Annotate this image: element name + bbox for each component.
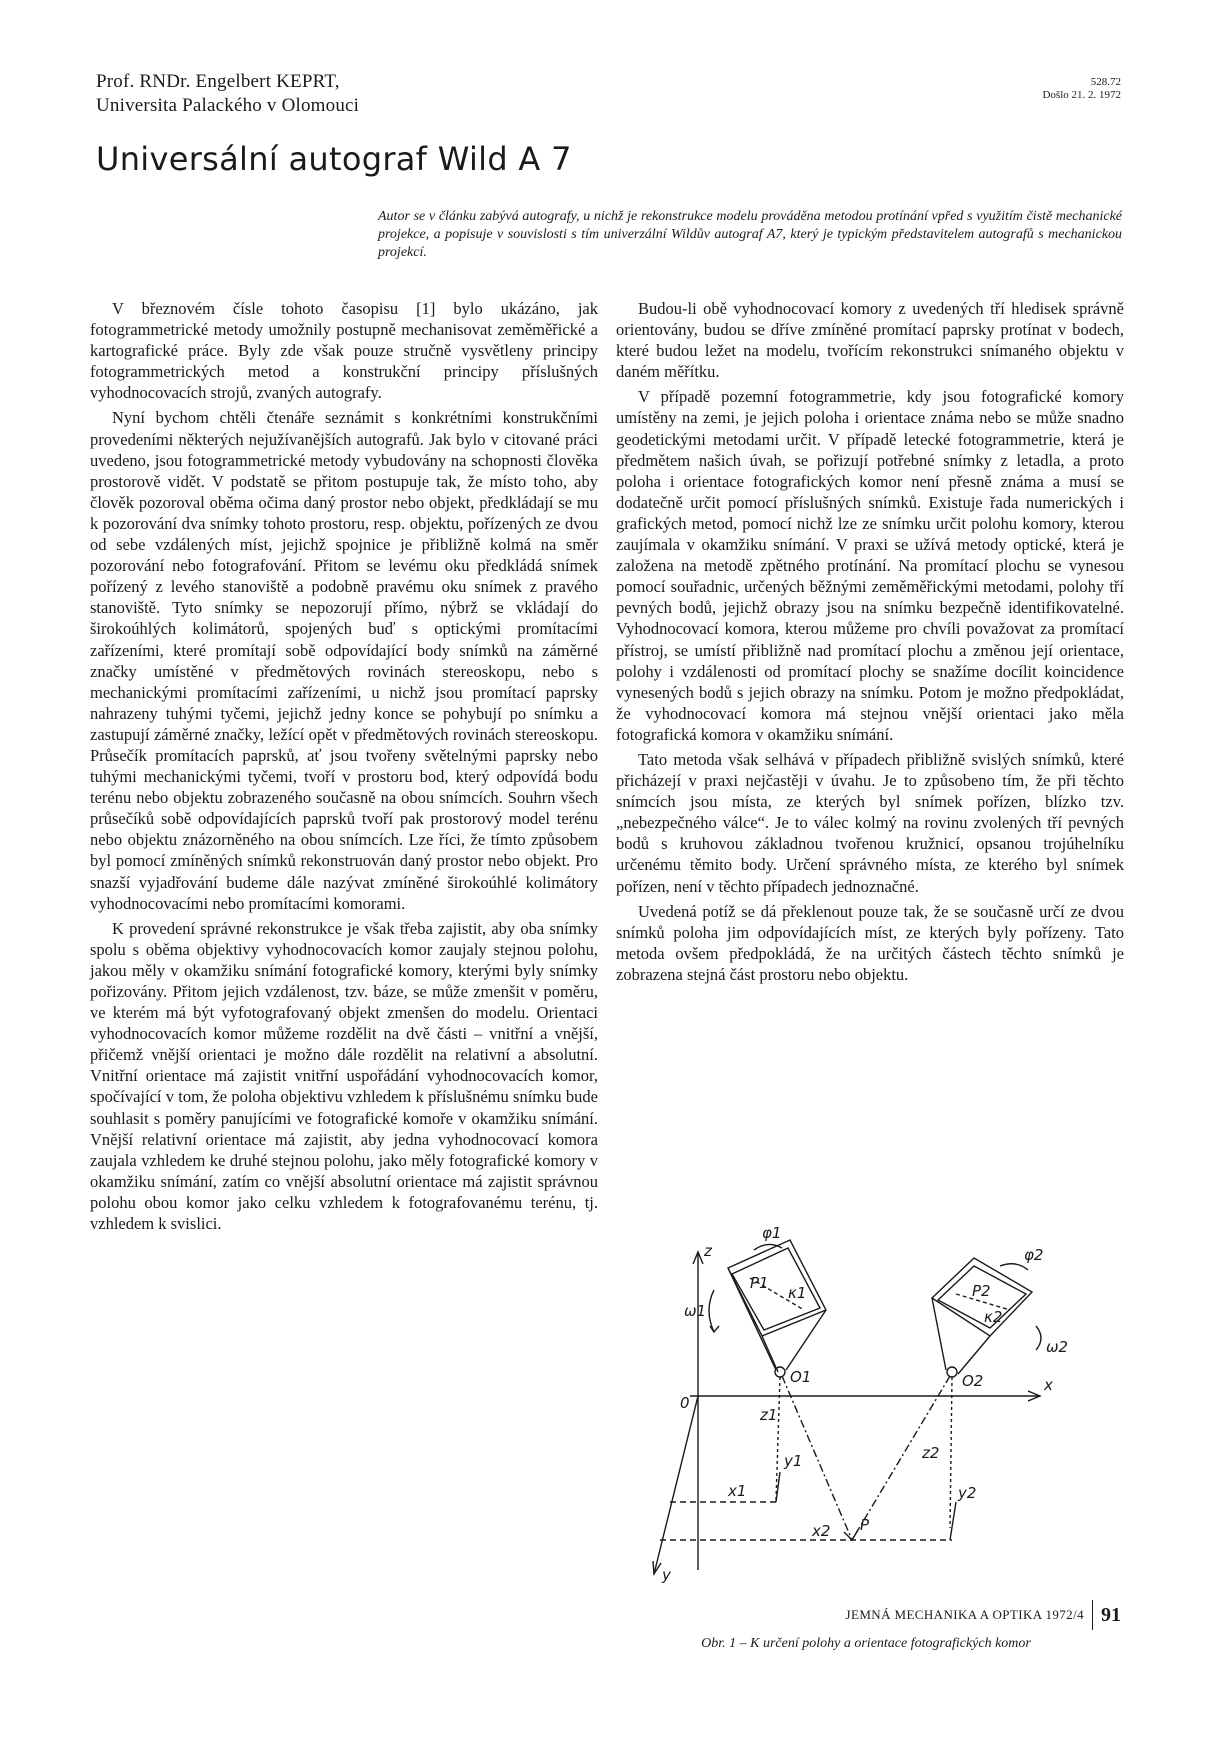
omega1-rotation-arrow bbox=[709, 1290, 714, 1332]
right-column bbox=[616, 298, 1124, 989]
paragraph: Uvedená potíž se dá překlenout pouze tak, že se současně určí ze dvou snímků poloha jim odpovídajících míst, ze kterých byly pořízeny. Tato metoda ovšem předpokládá, že na určitých částech těchto snímků je zobrazena stejná část prostoru nebo objektu. bbox=[616, 901, 1124, 984]
received-date: Došlo 21. 2. 1972 bbox=[1042, 89, 1121, 101]
figure-caption: Obr. 1 – K určení polohy a orientace fotografických komor bbox=[701, 1636, 1031, 1651]
label-O1: O1 bbox=[790, 1368, 812, 1386]
footer-divider bbox=[1092, 1600, 1093, 1630]
label-phi2: φ2 bbox=[1024, 1246, 1044, 1264]
z2-vertical bbox=[950, 1377, 952, 1528]
label-z: z bbox=[704, 1242, 712, 1260]
label-omega1: ω1 bbox=[684, 1302, 707, 1320]
left-photo-plate bbox=[728, 1240, 826, 1336]
label-O2: O2 bbox=[962, 1372, 984, 1390]
label-kappa1: κ1 bbox=[788, 1284, 807, 1302]
label-omega2: ω2 bbox=[1046, 1338, 1069, 1356]
label-x1: x1 bbox=[728, 1482, 747, 1500]
left-lens-O1 bbox=[775, 1367, 785, 1377]
label-P2: P2 bbox=[972, 1282, 991, 1300]
label-P: P bbox=[860, 1516, 870, 1534]
left-column bbox=[90, 298, 598, 1238]
y-axis bbox=[654, 1396, 698, 1574]
right-lens-O2 bbox=[947, 1367, 957, 1377]
right-cone-line bbox=[932, 1298, 946, 1370]
classification-block bbox=[1042, 76, 1121, 102]
article-title: Universální autograf Wild A 7 bbox=[96, 140, 572, 178]
figure-camera-orientation bbox=[640, 1224, 1110, 1700]
label-z1: z1 bbox=[760, 1406, 778, 1424]
label-y: y bbox=[662, 1566, 671, 1584]
label-x2: x2 bbox=[812, 1522, 831, 1540]
page-number: 91 bbox=[1101, 1603, 1121, 1626]
author-name: Prof. RNDr. Engelbert KEPRT, bbox=[96, 71, 340, 92]
label-origin: 0 bbox=[680, 1394, 690, 1412]
paragraph: K provedení správné rekonstrukce je však třeba zajistit, aby oba snímky spolu s oběma objektivy vyhodnocovacích komor zaujaly stejnou polohu, jakou měly v okamžiku snímání fotografické komory, kterými byly snímky pořizovány. Přitom jejich vzdálenost, tzv. báze, se může zmenšit v poměru, ve kterém má být vyfotografovaný objekt zmenšen do modelu. Orientaci vyhodnocovacích komor můžeme rozdělit na dvě části – vnitřní a vnější, přičemž vnější orientaci je možno dále rozdělit na relativní a absolutní. Vnitřní orientace má zajistit vnitřní uspořádání vyhodnocovacích komor, spočívající v tom, že poloha objektivu vzhledem k příslušnému snímku bude souhlasit s poměry panujícími ve fotografické komoře v okamžiku snímání. Vnější relativní orientace má zajistit, aby jedna vyhodnocovací komora zaujala vzhledem ke druhé stejnou polohu, jako měly fotografické komory v okamžiku snímání, zatím co vnější absolutní orientace má zajistit správnou polohu obou komor jako celku vzhledem k fotografovanému terénu, tj. vzhledem k svislici. bbox=[90, 918, 598, 1234]
phi2-rotation-arrow bbox=[1000, 1264, 1028, 1270]
right-cone-line bbox=[958, 1336, 990, 1374]
phi1-rotation-arrow bbox=[754, 1244, 782, 1250]
point-P-marker bbox=[844, 1530, 858, 1540]
label-phi1: φ1 bbox=[762, 1224, 782, 1242]
label-y1: y1 bbox=[784, 1452, 803, 1470]
udc-code: 528.72 bbox=[1090, 76, 1121, 88]
paragraph: Tato metoda však selhává v případech přibližně svislých snímků, které přicházejí v praxi nejčastěji v úvahu. Je to způsobeno tím, že při těchto snímcích jsou místa, ze kterých byl snímek pořízen, blízko tzv. „nebezpečného válce“. Je to válec kolmý na rovinu zvolených tří pevných bodů s kruhovou základnou tvořenou kružnicí, opsanou trojúhelníku určenému těmito body. Určení správného místa, ze kterého byl snímek pořízen, není v těchto případech jednoznačné. bbox=[616, 749, 1124, 896]
label-kappa2: κ2 bbox=[984, 1308, 1003, 1326]
author-block bbox=[96, 70, 359, 118]
label-z2: z2 bbox=[922, 1444, 940, 1462]
label-y2: y2 bbox=[958, 1484, 977, 1502]
left-cone-line bbox=[762, 1336, 778, 1372]
label-P1: P1 bbox=[750, 1274, 769, 1292]
abstract: Autor se v článku zabývá autografy, u nichž je rekonstrukce modelu prováděna metodou protínání vpřed s využitím čistě mechanické projekce, a popisuje v souvislosti s tím univerzální Wildův autograf A7, který je typickým představitelem autografů s mechanickou projekcí. bbox=[378, 209, 1122, 260]
omega2-rotation-arrow bbox=[1036, 1326, 1041, 1350]
journal-name: JEMNÁ MECHANIKA A OPTIKA 1972/4 bbox=[845, 1607, 1084, 1622]
paragraph: Budou-li obě vyhodnocovací komory z uvedených tří hledisek správně orientovány, budou se dříve zmíněné promítací paprsky protínat v bodech, které budou ležet na modelu, tvořícím rekonstrukci snímaného objektu v daném měřítku. bbox=[616, 299, 1124, 382]
label-x: x bbox=[1044, 1376, 1053, 1394]
page-footer bbox=[846, 1600, 1121, 1630]
paragraph: Nyní bychom chtěli čtenáře seznámit s konkrétními konstrukčními provedeními některých nejužívanějších autografů. Jak bylo v citované práci uvedeno, jsou fotogrammetrické metody vybudovány na schopnosti člověka prostorově vidět. V podstatě se přitom postupuje tak, že místo toho, aby člověk pozoroval oběma očima daný prostor nebo objekt, předkládají se mu k pozorování dva snímky tohoto prostoru, resp. objektu, pořízených ze dvou od sebe vzdálených míst, jejichž spojnice je přibližně kolmá na směr pozorování nebo fotografování. Přitom se levému oku předkládá snímek pořízený z levého stanoviště a podobně pravému oku snímek z pravého stanoviště. Tyto snímky se nepozorují přímo, nýbrž se vkládají do širokoúhlých kolimátorů, spojených buď s optickými promítacími zařízeními, které promítají sobě odpovídající body snímků na záměrné značky umístěné v předmětových rovinách stereoskopu, nebo s mechanickými promítacími zařízeními, u nichž jsou promítací paprsky nahrazeny tuhými tyčemi, jejichž jedny konce se pohybují po snímku a zastupují záměrné značky, ležící opět v předmětových rovinách stereoskopu. Průsečík promítacích paprsků, ať jsou tvořeny světelnými paprsky nebo tuhými mechanickými tyčemi, tvoří v prostoru bod, který odpovídá bodu terénu nebo objektu zobrazeného současně na obou snímcích. Souhrn všech průsečíků sobě odpovídajících paprsků tvoří pak prostorový model terénu nebo objektu znázorněného na obou snímcích. Lze říci, že tímto způsobem byl pomocí zmíněných snímků rekonstruován daný prostor nebo objekt. Pro snazší vyjadřování budeme dále nazývat zmíněné širokoúhlé kolimátory vyhodnocovacími nebo promítacími komorami. bbox=[90, 408, 598, 913]
y2-segment bbox=[950, 1502, 956, 1540]
paragraph: V případě pozemní fotogrammetrie, kdy jsou fotografické komory umístěny na zemi, je jejich poloha i orientace známa nebo se může snadno geodetickými metodami určit. V případě letecké fotogrammetrie, která je předmětem našich úvah, se pořizují potřebné snímky z letadla, a proto poloha i orientace fotografických komor není přesně známa a musí se dodatečně určit pomocí příslušných snímků. Existuje řada numerických i grafických metod, pomocí nichž lze ze snímku určit polohu komory, kterou zaujímala v okamžiku snímání. V praxi se užívá metody optické, která je založena na metodě zpětného protínání. Na promítací plochu se vynesou pomocí souřadnic, určených běžnými zeměměřickými metodami, polohy tří pevných bodů, jejichž obrazy jsou na snímku bezpečně identifikovatelné. Vyhodnocovací komora, kterou můžeme pro chvíli považovat za promítací přístroj, se umístí přibližně nad promítací plochu a změnou její orientace, polohy i vzdálenosti od promítací plochy se snažíme docílit koincidence vynesených bodů s jejich obrazy na snímku. Potom je možno předpokládat, že vyhodnocovací komora má stejnou vnější orientaci jako měla fotografická komora v okamžiku snímání. bbox=[616, 387, 1124, 744]
author-affiliation: Universita Palackého v Olomouci bbox=[96, 95, 360, 116]
paragraph: V březnovém čísle tohoto časopisu [1] bylo ukázáno, jak fotogrammetrické metody umožnily postupně mechanisovat zeměměřické a kartografické práce. Byly zde však pouze stručně vysvětleny principy fotogrammetrických metod a konstrukční principy příslušných vyhodnocovacích strojů, zvaných autografy. bbox=[90, 299, 598, 403]
